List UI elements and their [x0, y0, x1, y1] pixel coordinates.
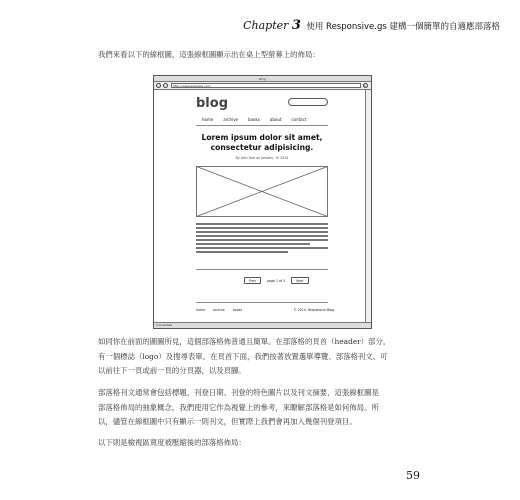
pagination	[244, 277, 309, 284]
menu-item-archive: archive	[223, 117, 239, 122]
running-header	[200, 18, 500, 33]
page-number: 59	[406, 469, 420, 482]
footer-link-home: home	[196, 308, 206, 312]
header-divider	[196, 125, 328, 126]
window-title: Blog	[154, 76, 371, 82]
menu-item-about: about	[269, 117, 282, 122]
url-field: http://www.example.com	[171, 83, 361, 88]
chapter-label: Chapter 3	[243, 18, 301, 33]
blog-logo: blog	[196, 96, 228, 111]
body-paragraph-1: 如同你在前面的圖圖所見，這個部落格佈普通且簡單。在部落格的頁首（header）部分， 有一個標誌（logo）及搜尋表單。在頁首下面，我們按著放置選單導覽、部落格刊文、可 以前往下一頁或前一頁的分頁器，以及頁腳。	[98, 337, 391, 375]
menu-item-contact: contact	[291, 117, 307, 122]
body-paragraph-2: 部落格刊文通常會包括標題、刊登日期、刊登的特色圖片以及刊文摘要，這張線框圖是 部落格佈局的抽象概念，我們使用它作為視覺上的參考，來瞭解部落格是如何佈局。所 以，儘管在線框圖中只有顯示一則刊文，但實際上我們會再加入幾個刊登項目。	[98, 388, 379, 426]
refresh-icon: ↻	[363, 84, 367, 88]
chapter-title: 使用 Responsive.gs 建構一個簡單的自適應部落格	[306, 22, 500, 32]
address-bar	[154, 82, 371, 90]
page-info: page 1 of 3	[266, 278, 286, 283]
forward-icon: ›	[164, 84, 166, 88]
prev-button: Prev	[244, 277, 261, 284]
nav-menu	[202, 117, 306, 122]
post-excerpt-lines	[196, 223, 328, 255]
intro-paragraph: 我們來看以下的線框圖，這張線框圖顯示出在桌上型螢幕上的佈局：	[98, 50, 320, 59]
menu-item-books: books	[248, 117, 260, 122]
post-title: Lorem ipsum dolor sit amet, consectetur adipisicing.	[201, 133, 323, 152]
body-paragraph-3: 以下則是檢視區寬度被壓縮後的部落格佈局：	[98, 438, 246, 447]
footer-link-archive: archive	[213, 308, 225, 312]
content-divider	[196, 269, 328, 270]
footer-links	[196, 308, 242, 312]
footer-divider	[196, 302, 328, 303]
search-box	[288, 98, 328, 106]
footer-link-books: books	[232, 308, 243, 312]
featured-image-placeholder	[196, 166, 328, 217]
status-bar: Connected	[154, 322, 371, 328]
menu-item-home: home	[202, 117, 214, 122]
next-button: Next	[291, 277, 308, 284]
post-byline: By John Doe on January, 15 2014	[235, 156, 289, 160]
copyright: © 2014. Responsive.Blog	[293, 308, 334, 312]
wireframe-browser	[153, 75, 372, 329]
vertical-scrollbar	[365, 90, 371, 322]
back-icon: ‹	[157, 84, 160, 88]
wireframe-viewport	[154, 90, 365, 322]
